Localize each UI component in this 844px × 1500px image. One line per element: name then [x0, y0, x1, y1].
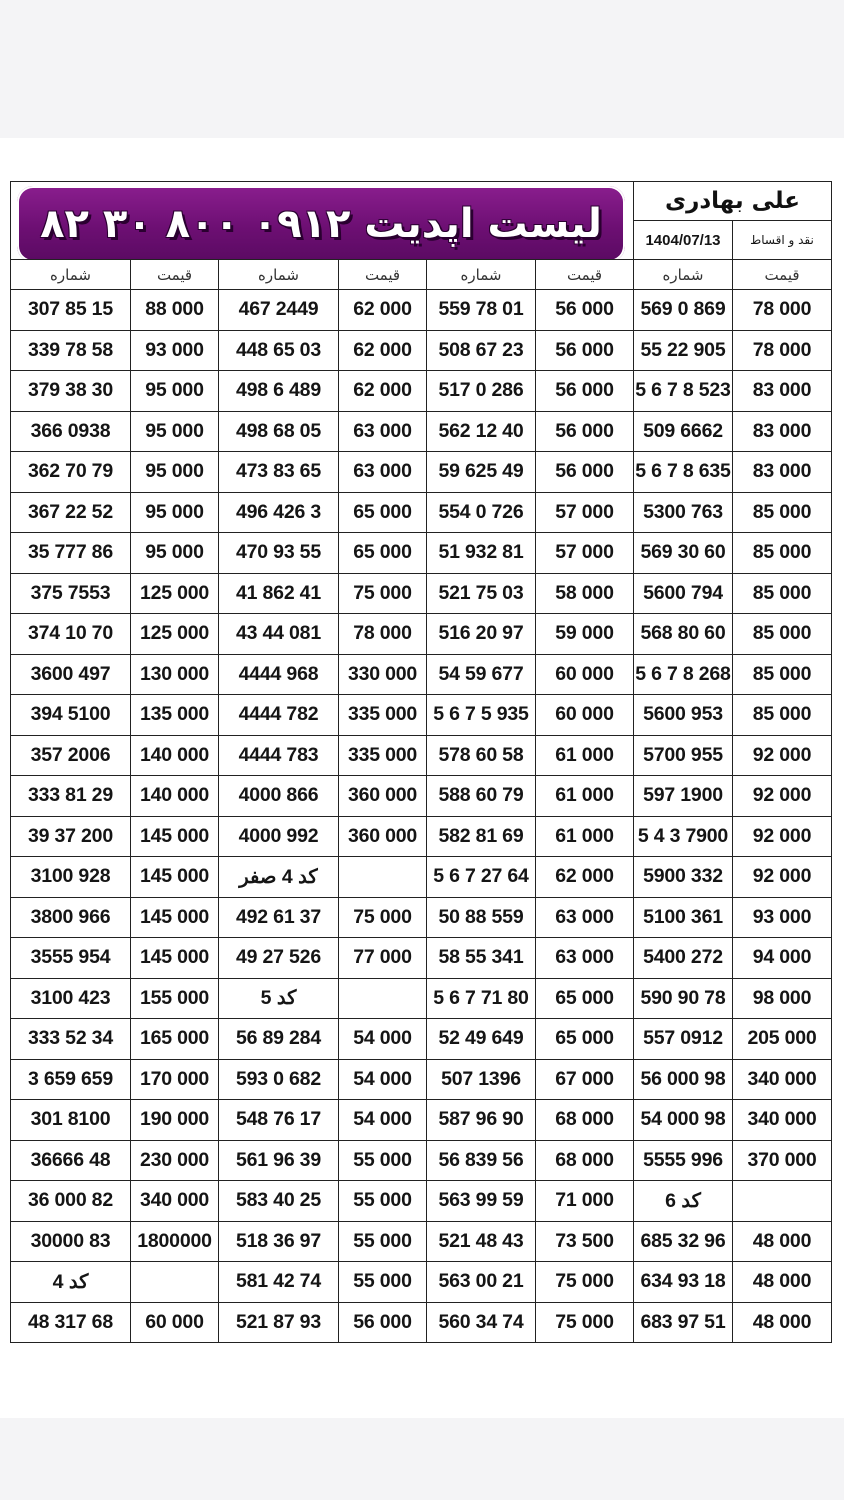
number-cell: 557 0912 [634, 1019, 733, 1060]
price-cell: 340 000 [131, 1181, 219, 1222]
number-cell: 56 000 98 [634, 1059, 733, 1100]
price-cell: 68 000 [536, 1100, 634, 1141]
number-cell: 55 22 905 [634, 330, 733, 371]
number-cell: 5700 955 [634, 735, 733, 776]
number-cell: 582 81 69 [427, 816, 536, 857]
price-cell: 83 000 [733, 371, 832, 412]
table-row [11, 978, 832, 1019]
number-cell: 563 00 21 [427, 1262, 536, 1303]
number-cell: 51 932 81 [427, 533, 536, 574]
number-cell: 30000 83 [11, 1221, 131, 1262]
price-cell: 63 000 [536, 938, 634, 979]
table-row [11, 654, 832, 695]
price-cell: 85 000 [733, 573, 832, 614]
number-cell: 5600 794 [634, 573, 733, 614]
price-cell: 67 000 [536, 1059, 634, 1100]
price-cell: 65 000 [339, 492, 427, 533]
table-row [11, 492, 832, 533]
price-cell: 85 000 [733, 533, 832, 574]
number-cell: 339 78 58 [11, 330, 131, 371]
price-list-table [10, 181, 832, 1343]
price-cell: 1800000 [131, 1221, 219, 1262]
number-cell: 470 93 55 [219, 533, 339, 574]
price-cell: 59 000 [536, 614, 634, 655]
price-cell: 340 000 [733, 1059, 832, 1100]
price-cell: 95 000 [131, 533, 219, 574]
price-cell: 92 000 [733, 857, 832, 898]
number-cell: 498 68 05 [219, 411, 339, 452]
column-header-number: شماره [11, 260, 131, 290]
number-cell: 35 777 86 [11, 533, 131, 574]
price-cell: 370 000 [733, 1140, 832, 1181]
banner [17, 186, 625, 260]
table-row [11, 695, 832, 736]
price-cell: 71 000 [536, 1181, 634, 1222]
number-cell: 554 0 726 [427, 492, 536, 533]
price-cell: 57 000 [536, 492, 634, 533]
number-cell: 588 60 79 [427, 776, 536, 817]
number-cell: 5 6 7 27 64 [427, 857, 536, 898]
price-cell: 335 000 [339, 735, 427, 776]
number-cell: 5 6 7 5 935 [427, 695, 536, 736]
price-cell: 145 000 [131, 816, 219, 857]
number-cell: 3100 928 [11, 857, 131, 898]
number-cell: 521 75 03 [427, 573, 536, 614]
price-cell: 56 000 [536, 411, 634, 452]
number-cell: 374 10 70 [11, 614, 131, 655]
price-cell: 98 000 [733, 978, 832, 1019]
number-cell: 41 862 41 [219, 573, 339, 614]
price-cell: 155 000 [131, 978, 219, 1019]
price-cell: 93 000 [131, 330, 219, 371]
number-cell: 448 65 03 [219, 330, 339, 371]
number-cell: 48 317 68 [11, 1302, 131, 1343]
number-cell: 5 6 7 8 635 [634, 452, 733, 493]
price-cell: 92 000 [733, 816, 832, 857]
banner-title: لیست اپدیت ۰۹۱۲ ۸۰۰ ۳۰ ۸۲ [40, 201, 602, 247]
table-row [11, 1059, 832, 1100]
number-cell: 394 5100 [11, 695, 131, 736]
number-cell: 563 99 59 [427, 1181, 536, 1222]
number-cell: 3555 954 [11, 938, 131, 979]
price-cell: 140 000 [131, 735, 219, 776]
list-date: 1404/07/13 [634, 221, 733, 260]
number-cell: 560 34 74 [427, 1302, 536, 1343]
price-cell: 85 000 [733, 614, 832, 655]
number-cell: 498 6 489 [219, 371, 339, 412]
price-cell: 170 000 [131, 1059, 219, 1100]
number-cell: 569 30 60 [634, 533, 733, 574]
price-cell: 95 000 [131, 452, 219, 493]
price-cell: 95 000 [131, 411, 219, 452]
price-cell: 48 000 [733, 1262, 832, 1303]
column-header-row [11, 260, 832, 290]
number-cell: 507 1396 [427, 1059, 536, 1100]
price-cell: 56 000 [536, 452, 634, 493]
number-cell: 516 20 97 [427, 614, 536, 655]
number-cell: 518 36 97 [219, 1221, 339, 1262]
price-cell: 85 000 [733, 654, 832, 695]
number-cell: 56 89 284 [219, 1019, 339, 1060]
price-cell: 83 000 [733, 452, 832, 493]
column-header-price: قیمت [733, 260, 832, 290]
price-cell: 57 000 [536, 533, 634, 574]
number-cell: 43 44 081 [219, 614, 339, 655]
number-cell: 587 96 90 [427, 1100, 536, 1141]
price-cell: 61 000 [536, 776, 634, 817]
price-cell: 77 000 [339, 938, 427, 979]
price-cell: 92 000 [733, 776, 832, 817]
number-cell: 4000 992 [219, 816, 339, 857]
number-cell: 52 49 649 [427, 1019, 536, 1060]
banner-cell [11, 182, 634, 260]
column-header-price: قیمت [131, 260, 219, 290]
number-cell: 39 37 200 [11, 816, 131, 857]
price-cell: 62 000 [339, 290, 427, 331]
price-cell: 75 000 [536, 1262, 634, 1303]
number-cell: 578 60 58 [427, 735, 536, 776]
number-cell: 5900 332 [634, 857, 733, 898]
number-cell: 508 67 23 [427, 330, 536, 371]
column-header-number: شماره [634, 260, 733, 290]
price-cell: 62 000 [536, 857, 634, 898]
number-cell: 509 6662 [634, 411, 733, 452]
price-cell: 230 000 [131, 1140, 219, 1181]
table-row [11, 938, 832, 979]
price-cell: 55 000 [339, 1262, 427, 1303]
number-cell: کد 6 [634, 1181, 733, 1222]
number-cell: 49 27 526 [219, 938, 339, 979]
price-cell: 78 000 [733, 290, 832, 331]
price-cell: 75 000 [339, 573, 427, 614]
table-row [11, 573, 832, 614]
table-row [11, 1100, 832, 1141]
column-header-number: شماره [427, 260, 536, 290]
price-cell [131, 1262, 219, 1303]
price-cell: 56 000 [339, 1302, 427, 1343]
price-cell: 75 000 [339, 897, 427, 938]
price-cell: 92 000 [733, 735, 832, 776]
price-cell: 65 000 [339, 533, 427, 574]
number-cell: 56 839 56 [427, 1140, 536, 1181]
price-cell: 135 000 [131, 695, 219, 736]
price-cell: 85 000 [733, 695, 832, 736]
price-cell: 75 000 [536, 1302, 634, 1343]
price-cell: 68 000 [536, 1140, 634, 1181]
number-cell: 569 0 869 [634, 290, 733, 331]
price-cell: 54 000 [339, 1100, 427, 1141]
table-row [11, 330, 832, 371]
price-cell: 335 000 [339, 695, 427, 736]
number-cell: 5400 272 [634, 938, 733, 979]
number-cell: 467 2449 [219, 290, 339, 331]
column-header-number: شماره [219, 260, 339, 290]
table-row [11, 1140, 832, 1181]
number-cell: 5100 361 [634, 897, 733, 938]
price-cell: 145 000 [131, 857, 219, 898]
number-cell: 562 12 40 [427, 411, 536, 452]
number-cell: 301 8100 [11, 1100, 131, 1141]
price-cell: 165 000 [131, 1019, 219, 1060]
price-cell: 63 000 [339, 452, 427, 493]
price-cell: 360 000 [339, 816, 427, 857]
number-cell: 634 93 18 [634, 1262, 733, 1303]
number-cell: 375 7553 [11, 573, 131, 614]
table-row [11, 411, 832, 452]
number-cell: 367 22 52 [11, 492, 131, 533]
price-cell: 48 000 [733, 1302, 832, 1343]
number-cell: 58 55 341 [427, 938, 536, 979]
number-cell: 496 426 3 [219, 492, 339, 533]
number-cell: 492 61 37 [219, 897, 339, 938]
table-row [11, 776, 832, 817]
number-cell: 36 000 82 [11, 1181, 131, 1222]
number-cell: 4444 968 [219, 654, 339, 695]
price-cell: 94 000 [733, 938, 832, 979]
price-cell: 62 000 [339, 330, 427, 371]
number-cell: 4444 782 [219, 695, 339, 736]
price-cell: 55 000 [339, 1140, 427, 1181]
number-cell: 5 6 7 71 80 [427, 978, 536, 1019]
number-cell: 59 625 49 [427, 452, 536, 493]
table-row [11, 735, 832, 776]
number-cell: 4444 783 [219, 735, 339, 776]
price-cell: 78 000 [733, 330, 832, 371]
price-cell: 55 000 [339, 1221, 427, 1262]
price-cell: 60 000 [536, 695, 634, 736]
price-cell: 56 000 [536, 290, 634, 331]
price-cell: 190 000 [131, 1100, 219, 1141]
table-row [11, 1302, 832, 1343]
price-cell: 140 000 [131, 776, 219, 817]
table-row [11, 371, 832, 412]
price-cell: 360 000 [339, 776, 427, 817]
number-cell: 5 6 7 8 268 [634, 654, 733, 695]
price-cell: 125 000 [131, 614, 219, 655]
number-cell: 473 83 65 [219, 452, 339, 493]
price-cell: 56 000 [536, 371, 634, 412]
number-cell: 568 80 60 [634, 614, 733, 655]
seller-name: علی بهادری [665, 188, 800, 214]
price-cell: 205 000 [733, 1019, 832, 1060]
price-cell: 85 000 [733, 492, 832, 533]
number-cell: 307 85 15 [11, 290, 131, 331]
number-cell: 54 59 677 [427, 654, 536, 695]
number-cell: 379 38 30 [11, 371, 131, 412]
table-row [11, 857, 832, 898]
table-row [11, 1221, 832, 1262]
number-cell: 3 659 659 [11, 1059, 131, 1100]
number-cell: 5 4 3 7900 [634, 816, 733, 857]
number-cell: 4000 866 [219, 776, 339, 817]
number-cell: کد 4 [11, 1262, 131, 1303]
price-cell: 48 000 [733, 1221, 832, 1262]
price-cell [733, 1181, 832, 1222]
number-cell: 333 81 29 [11, 776, 131, 817]
column-header-price: قیمت [536, 260, 634, 290]
price-cell: 62 000 [339, 371, 427, 412]
price-cell: 83 000 [733, 411, 832, 452]
number-cell: 3600 497 [11, 654, 131, 695]
price-cell: 340 000 [733, 1100, 832, 1141]
price-cell: 330 000 [339, 654, 427, 695]
number-cell: 36666 48 [11, 1140, 131, 1181]
table-row [11, 614, 832, 655]
number-cell: 362 70 79 [11, 452, 131, 493]
number-cell: 521 87 93 [219, 1302, 339, 1343]
number-cell: 559 78 01 [427, 290, 536, 331]
number-cell: 333 52 34 [11, 1019, 131, 1060]
number-cell: 5 6 7 8 523 [634, 371, 733, 412]
price-cell: 125 000 [131, 573, 219, 614]
number-cell: 50 88 559 [427, 897, 536, 938]
number-cell: 548 76 17 [219, 1100, 339, 1141]
number-cell: کد 4 صفر [219, 857, 339, 898]
price-cell: 56 000 [536, 330, 634, 371]
number-cell: 590 90 78 [634, 978, 733, 1019]
number-cell: 366 0938 [11, 411, 131, 452]
price-cell [339, 857, 427, 898]
number-cell: 561 96 39 [219, 1140, 339, 1181]
number-cell: 357 2006 [11, 735, 131, 776]
table-row [11, 1262, 832, 1303]
number-cell: 517 0 286 [427, 371, 536, 412]
price-cell: 65 000 [536, 978, 634, 1019]
price-cell: 95 000 [131, 492, 219, 533]
number-cell: 5600 953 [634, 695, 733, 736]
table-row [11, 1019, 832, 1060]
price-cell: 63 000 [536, 897, 634, 938]
number-cell: کد 5 [219, 978, 339, 1019]
price-cell: 63 000 [339, 411, 427, 452]
number-cell: 597 1900 [634, 776, 733, 817]
number-cell: 5555 996 [634, 1140, 733, 1181]
number-cell: 683 97 51 [634, 1302, 733, 1343]
number-cell: 521 48 43 [427, 1221, 536, 1262]
price-cell [339, 978, 427, 1019]
number-cell: 581 42 74 [219, 1262, 339, 1303]
number-cell: 593 0 682 [219, 1059, 339, 1100]
column-header-price: قیمت [339, 260, 427, 290]
price-cell: 60 000 [131, 1302, 219, 1343]
table-row [11, 1181, 832, 1222]
number-cell: 3800 966 [11, 897, 131, 938]
number-cell: 5300 763 [634, 492, 733, 533]
number-cell: 583 40 25 [219, 1181, 339, 1222]
table-row [11, 816, 832, 857]
price-cell: 93 000 [733, 897, 832, 938]
number-cell: 3100 423 [11, 978, 131, 1019]
number-cell: 685 32 96 [634, 1221, 733, 1262]
number-cell: 54 000 98 [634, 1100, 733, 1141]
price-cell: 73 500 [536, 1221, 634, 1262]
price-cell: 55 000 [339, 1181, 427, 1222]
price-cell: 78 000 [339, 614, 427, 655]
price-cell: 65 000 [536, 1019, 634, 1060]
seller-cell [634, 182, 832, 221]
price-cell: 60 000 [536, 654, 634, 695]
price-cell: 130 000 [131, 654, 219, 695]
table-row [11, 533, 832, 574]
table-row [11, 897, 832, 938]
price-cell: 61 000 [536, 735, 634, 776]
price-cell: 145 000 [131, 938, 219, 979]
price-cell: 145 000 [131, 897, 219, 938]
price-cell: 54 000 [339, 1019, 427, 1060]
price-cell: 88 000 [131, 290, 219, 331]
table-row [11, 452, 832, 493]
price-cell: 61 000 [536, 816, 634, 857]
table-row [11, 290, 832, 331]
payment-terms: نقد و اقساط [733, 221, 832, 260]
price-cell: 54 000 [339, 1059, 427, 1100]
price-cell: 95 000 [131, 371, 219, 412]
price-cell: 58 000 [536, 573, 634, 614]
